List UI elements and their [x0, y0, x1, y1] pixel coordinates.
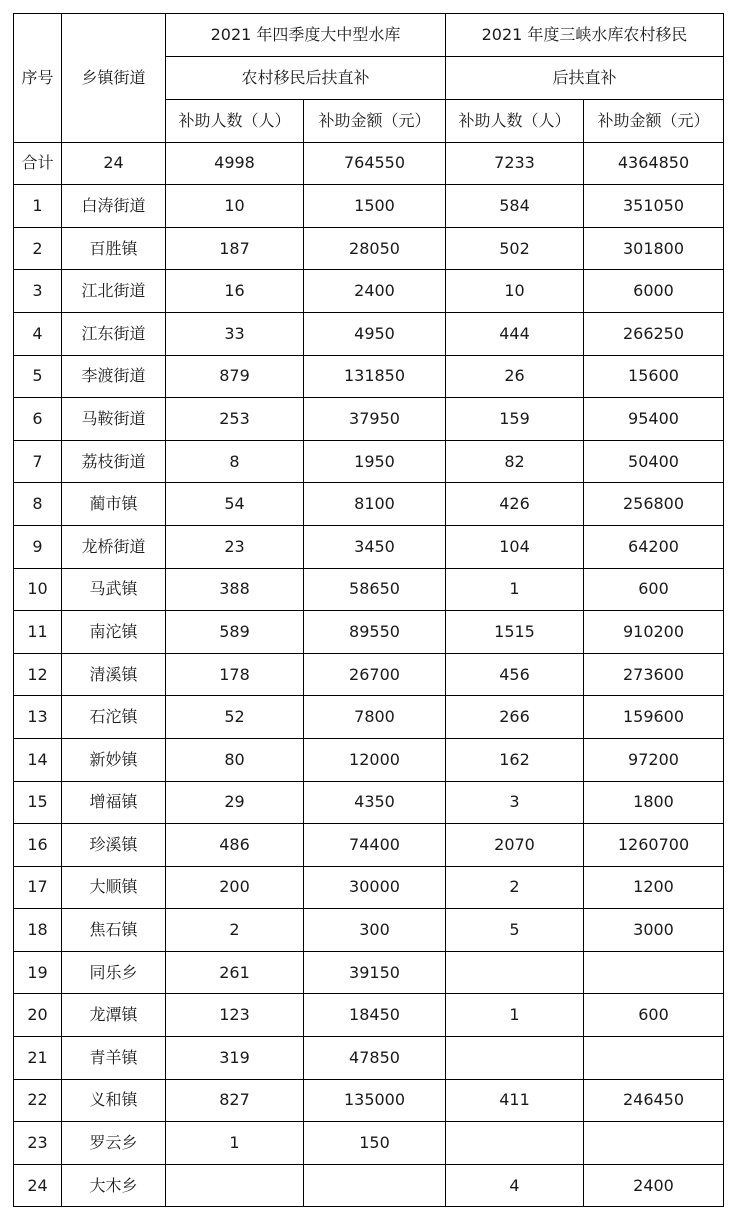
town-name: 青羊镇 [62, 1037, 166, 1080]
people-group2: 1 [446, 994, 584, 1037]
town-name: 珍溪镇 [62, 824, 166, 867]
people-group2: 2 [446, 866, 584, 909]
town-name: 马武镇 [62, 568, 166, 611]
row-number: 20 [14, 994, 62, 1037]
amount-group1 [304, 1164, 446, 1207]
people-group2: 426 [446, 483, 584, 526]
total-label: 合计 [14, 142, 62, 185]
amount-group1: 8100 [304, 483, 446, 526]
amount-group2: 266250 [584, 312, 724, 355]
amount-group2: 3000 [584, 909, 724, 952]
people-group1: 879 [166, 355, 304, 398]
town-name: 蔺市镇 [62, 483, 166, 526]
people-group1: 52 [166, 696, 304, 739]
people-group2: 444 [446, 312, 584, 355]
amount-group2: 910200 [584, 611, 724, 654]
people-group2: 5 [446, 909, 584, 952]
people-group2: 502 [446, 227, 584, 270]
amount-group2: 1200 [584, 866, 724, 909]
amount-group2 [584, 1122, 724, 1165]
table-row [14, 994, 724, 1037]
amount-group2: 600 [584, 568, 724, 611]
amount-group1: 30000 [304, 866, 446, 909]
town-name: 百胜镇 [62, 227, 166, 270]
table-row [14, 1164, 724, 1207]
header-town: 乡镇街道 [62, 14, 166, 143]
total-row [14, 142, 724, 185]
people-group1: 827 [166, 1079, 304, 1122]
amount-group1: 74400 [304, 824, 446, 867]
table-row [14, 312, 724, 355]
amount-group1: 39150 [304, 951, 446, 994]
amount-group1: 47850 [304, 1037, 446, 1080]
table-row [14, 525, 724, 568]
people-group1: 29 [166, 781, 304, 824]
amount-group2: 97200 [584, 738, 724, 781]
amount-group1: 26700 [304, 653, 446, 696]
town-name: 龙潭镇 [62, 994, 166, 1037]
table-row [14, 781, 724, 824]
header-group1-line2: 农村移民后扶直补 [166, 57, 446, 100]
table-row [14, 227, 724, 270]
amount-group1: 58650 [304, 568, 446, 611]
people-group1: 54 [166, 483, 304, 526]
amount-group1: 7800 [304, 696, 446, 739]
people-group1: 187 [166, 227, 304, 270]
table-row [14, 185, 724, 228]
amount-group1: 3450 [304, 525, 446, 568]
amount-group2: 15600 [584, 355, 724, 398]
row-number: 3 [14, 270, 62, 313]
people-group1: 123 [166, 994, 304, 1037]
row-number: 12 [14, 653, 62, 696]
people-group1: 589 [166, 611, 304, 654]
people-group1: 200 [166, 866, 304, 909]
row-number: 18 [14, 909, 62, 952]
amount-group2: 246450 [584, 1079, 724, 1122]
people-group1: 2 [166, 909, 304, 952]
amount-group2 [584, 1037, 724, 1080]
town-name: 马鞍街道 [62, 398, 166, 441]
people-group1: 253 [166, 398, 304, 441]
town-name: 大木乡 [62, 1164, 166, 1207]
table-row [14, 568, 724, 611]
row-number: 6 [14, 398, 62, 441]
town-name: 南沱镇 [62, 611, 166, 654]
amount-group1: 12000 [304, 738, 446, 781]
people-group2: 584 [446, 185, 584, 228]
town-name: 荔枝街道 [62, 440, 166, 483]
amount-group2: 6000 [584, 270, 724, 313]
table-row [14, 696, 724, 739]
header-amount-1: 补助金额（元） [304, 100, 446, 143]
row-number: 5 [14, 355, 62, 398]
amount-group2 [584, 951, 724, 994]
amount-group2: 351050 [584, 185, 724, 228]
table-row [14, 1079, 724, 1122]
row-number: 13 [14, 696, 62, 739]
table-row [14, 398, 724, 441]
people-group2: 159 [446, 398, 584, 441]
people-group2: 162 [446, 738, 584, 781]
table-row [14, 440, 724, 483]
row-number: 22 [14, 1079, 62, 1122]
header-people-2: 补助人数（人） [446, 100, 584, 143]
town-name: 增福镇 [62, 781, 166, 824]
amount-group2: 159600 [584, 696, 724, 739]
table-body [14, 14, 724, 1207]
header-amount-2: 补助金额（元） [584, 100, 724, 143]
amount-group1: 1500 [304, 185, 446, 228]
header-group2-line1: 2021 年度三峡水库农村移民 [446, 14, 724, 57]
people-group1: 23 [166, 525, 304, 568]
people-group1: 80 [166, 738, 304, 781]
people-group1: 486 [166, 824, 304, 867]
people-group2: 10 [446, 270, 584, 313]
people-group1: 1 [166, 1122, 304, 1165]
town-name: 李渡街道 [62, 355, 166, 398]
people-group1: 388 [166, 568, 304, 611]
row-number: 8 [14, 483, 62, 526]
header-row-1 [14, 14, 724, 57]
table-row [14, 1122, 724, 1165]
people-group1: 8 [166, 440, 304, 483]
people-group2: 4 [446, 1164, 584, 1207]
total-people-1: 4998 [166, 142, 304, 185]
table-row [14, 611, 724, 654]
row-number: 19 [14, 951, 62, 994]
town-name: 罗云乡 [62, 1122, 166, 1165]
amount-group1: 4950 [304, 312, 446, 355]
table-row [14, 653, 724, 696]
town-name: 大顺镇 [62, 866, 166, 909]
row-number: 14 [14, 738, 62, 781]
people-group1: 33 [166, 312, 304, 355]
table-row [14, 483, 724, 526]
table-row [14, 951, 724, 994]
row-number: 4 [14, 312, 62, 355]
amount-group1: 1950 [304, 440, 446, 483]
row-number: 7 [14, 440, 62, 483]
subsidy-table [13, 13, 724, 1207]
people-group2: 2070 [446, 824, 584, 867]
people-group2: 411 [446, 1079, 584, 1122]
town-name: 义和镇 [62, 1079, 166, 1122]
total-amount-2: 4364850 [584, 142, 724, 185]
people-group2: 104 [446, 525, 584, 568]
amount-group1: 131850 [304, 355, 446, 398]
town-name: 石沱镇 [62, 696, 166, 739]
people-group1: 10 [166, 185, 304, 228]
amount-group2: 600 [584, 994, 724, 1037]
people-group2 [446, 1122, 584, 1165]
people-group2: 3 [446, 781, 584, 824]
town-name: 江北街道 [62, 270, 166, 313]
row-number: 11 [14, 611, 62, 654]
row-number: 23 [14, 1122, 62, 1165]
people-group1: 16 [166, 270, 304, 313]
amount-group1: 150 [304, 1122, 446, 1165]
people-group1: 178 [166, 653, 304, 696]
amount-group2: 2400 [584, 1164, 724, 1207]
people-group1: 261 [166, 951, 304, 994]
amount-group2: 50400 [584, 440, 724, 483]
amount-group1: 89550 [304, 611, 446, 654]
people-group2: 456 [446, 653, 584, 696]
amount-group1: 18450 [304, 994, 446, 1037]
header-seq: 序号 [14, 14, 62, 143]
total-people-2: 7233 [446, 142, 584, 185]
people-group2: 266 [446, 696, 584, 739]
table-row [14, 866, 724, 909]
amount-group2: 301800 [584, 227, 724, 270]
row-number: 24 [14, 1164, 62, 1207]
amount-group2: 1260700 [584, 824, 724, 867]
table-row [14, 355, 724, 398]
town-name: 清溪镇 [62, 653, 166, 696]
people-group2: 26 [446, 355, 584, 398]
town-name: 新妙镇 [62, 738, 166, 781]
people-group2 [446, 1037, 584, 1080]
header-people-1: 补助人数（人） [166, 100, 304, 143]
table-row [14, 909, 724, 952]
town-name: 焦石镇 [62, 909, 166, 952]
town-name: 白涛街道 [62, 185, 166, 228]
header-group2-line2: 后扶直补 [446, 57, 724, 100]
row-number: 16 [14, 824, 62, 867]
total-amount-1: 764550 [304, 142, 446, 185]
town-name: 江东街道 [62, 312, 166, 355]
amount-group1: 37950 [304, 398, 446, 441]
amount-group2: 1800 [584, 781, 724, 824]
town-name: 龙桥街道 [62, 525, 166, 568]
people-group1: 319 [166, 1037, 304, 1080]
row-number: 2 [14, 227, 62, 270]
amount-group1: 4350 [304, 781, 446, 824]
table-row [14, 270, 724, 313]
amount-group1: 2400 [304, 270, 446, 313]
people-group2: 1515 [446, 611, 584, 654]
row-number: 21 [14, 1037, 62, 1080]
people-group1 [166, 1164, 304, 1207]
row-number: 10 [14, 568, 62, 611]
people-group2: 82 [446, 440, 584, 483]
amount-group1: 28050 [304, 227, 446, 270]
amount-group2: 95400 [584, 398, 724, 441]
row-number: 1 [14, 185, 62, 228]
row-number: 9 [14, 525, 62, 568]
town-name: 同乐乡 [62, 951, 166, 994]
people-group2 [446, 951, 584, 994]
amount-group2: 273600 [584, 653, 724, 696]
table-row [14, 738, 724, 781]
row-number: 15 [14, 781, 62, 824]
amount-group1: 135000 [304, 1079, 446, 1122]
people-group2: 1 [446, 568, 584, 611]
row-number: 17 [14, 866, 62, 909]
header-group1-line1: 2021 年四季度大中型水库 [166, 14, 446, 57]
table-row [14, 1037, 724, 1080]
amount-group2: 64200 [584, 525, 724, 568]
amount-group1: 300 [304, 909, 446, 952]
amount-group2: 256800 [584, 483, 724, 526]
table-row [14, 824, 724, 867]
total-towns: 24 [62, 142, 166, 185]
